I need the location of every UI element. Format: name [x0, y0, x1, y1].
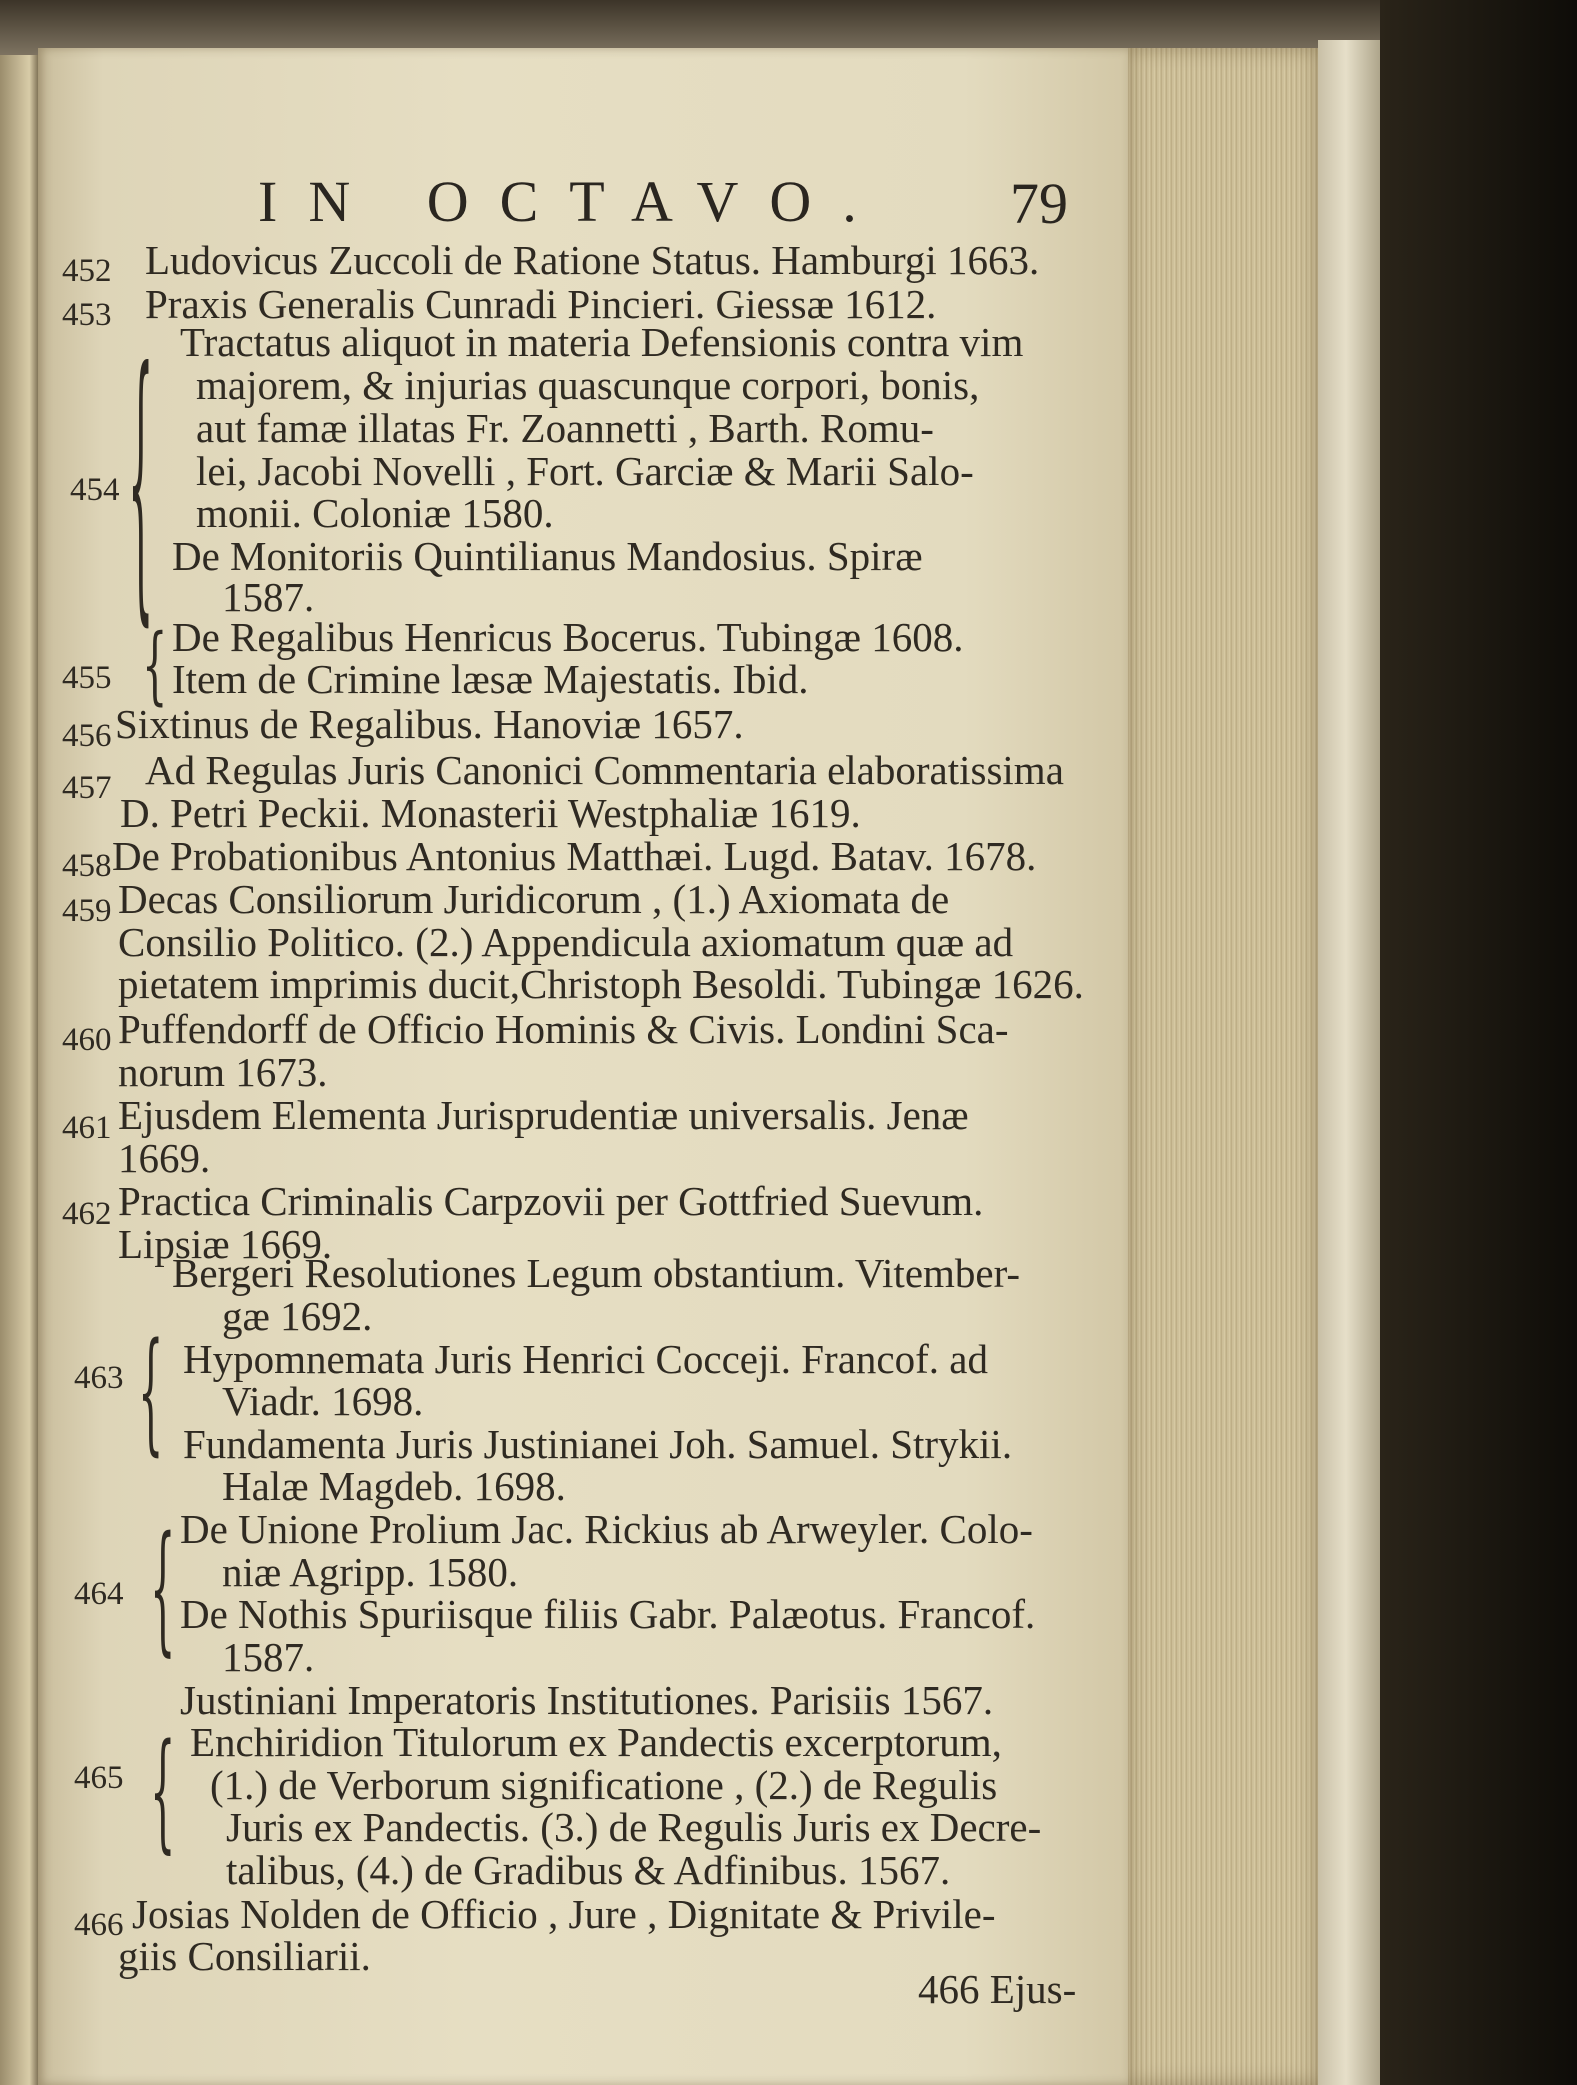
- entry-line: giis Consiliarii.: [118, 1933, 371, 1979]
- entry-number: 459: [62, 893, 112, 929]
- entry-line: Lipsiæ 1669.: [118, 1221, 333, 1267]
- entry-number: 455: [62, 660, 112, 696]
- entry-line: lei, Jacobi Novelli , Fort. Garciæ & Marii Salo-: [196, 448, 974, 494]
- entry-line: Ad Regulas Juris Canonici Commentaria elaboratissima: [145, 747, 1064, 793]
- entry-number: 454: [70, 472, 120, 508]
- entry-number: 456: [62, 718, 112, 754]
- entry-line: De Unione Prolium Jac. Rickius ab Arweyler. Colo-: [180, 1506, 1033, 1552]
- entry-brace: {: [138, 1318, 164, 1470]
- entry-line: Halæ Magdeb. 1698.: [222, 1463, 566, 1509]
- entry-number: 457: [62, 770, 112, 806]
- entry-line: 1669.: [118, 1135, 211, 1181]
- running-head: IN OCTAVO.: [258, 169, 888, 234]
- entry-number: 462: [62, 1196, 112, 1232]
- entry-number: 460: [62, 1022, 112, 1058]
- entry-brace: {: [128, 318, 154, 654]
- entry-line: De Monitoriis Quintilianus Mandosius. Spiræ: [172, 533, 923, 579]
- catchword: 466 Ejus-: [918, 1966, 1077, 2012]
- dark-background: [1380, 0, 1577, 2085]
- entry-line: Enchiridion Titulorum ex Pandectis excerptorum,: [190, 1719, 1002, 1765]
- entry-line: Puffendorff de Officio Hominis & Civis. Londini Sca-: [118, 1006, 1009, 1052]
- entry-line: Juris ex Pandectis. (3.) de Regulis Juris ex Decre-: [226, 1804, 1042, 1850]
- entry-brace: {: [150, 1720, 176, 1868]
- entry-line: Consilio Politico. (2.) Appendicula axiomatum quæ ad: [118, 919, 1014, 965]
- page-block-edges: [1128, 48, 1318, 2085]
- entry-number: 464: [74, 1576, 124, 1612]
- entry-number: 466: [74, 1907, 124, 1943]
- entry-line: niæ Agripp. 1580.: [222, 1549, 519, 1595]
- entry-line: monii. Coloniæ 1580.: [196, 490, 554, 536]
- entry-line: D. Petri Peckii. Monasterii Westphaliæ 1619.: [120, 790, 861, 836]
- page-number: 79: [1010, 171, 1068, 236]
- entry-number: 461: [62, 1110, 112, 1146]
- entry-line: Josias Nolden de Officio , Jure , Dignitate & Privile-: [132, 1891, 996, 1937]
- entry-number: 465: [74, 1760, 124, 1796]
- entry-line: pietatem imprimis ducit,Christoph Besoldi. Tubingæ 1626.: [118, 961, 1084, 1007]
- entry-brace: {: [150, 1510, 176, 1671]
- entry-line: De Regalibus Henricus Bocerus. Tubingæ 1608.: [172, 614, 964, 660]
- entry-line: Ludovicus Zuccoli de Ratione Status. Hamburgi 1663.: [145, 237, 1040, 283]
- entry-line: 1587.: [222, 1634, 315, 1680]
- entry-line: Hypomnemata Juris Henrici Cocceji. Francof. ad: [183, 1336, 988, 1382]
- entry-number: 453: [62, 297, 112, 333]
- entry-line: Tractatus aliquot in materia Defensionis contra vim: [180, 319, 1024, 365]
- entry-line: 1587.: [222, 574, 315, 620]
- entry-number: 452: [62, 253, 112, 289]
- entry-line: Practica Criminalis Carpzovii per Gottfried Suevum.: [118, 1178, 984, 1224]
- entry-number: 458: [62, 848, 112, 884]
- entry-line: Praxis Generalis Cunradi Pincieri. Giessæ 1612.: [145, 281, 937, 327]
- facing-page-edge: [0, 55, 42, 2085]
- entry-line: Item de Crimine læsæ Majestatis. Ibid.: [172, 656, 809, 702]
- entry-line: norum 1673.: [118, 1049, 328, 1095]
- entry-line: Ejusdem Elementa Jurisprudentiæ universalis. Jenæ: [118, 1092, 969, 1138]
- entry-line: Fundamenta Juris Justinianei Joh. Samuel. Strykii.: [183, 1421, 1013, 1467]
- entry-line: De Probationibus Antonius Matthæi. Lugd. Batav. 1678.: [112, 833, 1037, 879]
- entry-line: Decas Consiliorum Juridicorum , (1.) Axiomata de: [118, 876, 950, 922]
- entry-line: Viadr. 1698.: [222, 1378, 424, 1424]
- entry-line: majorem, & injurias quascunque corpori, bonis,: [196, 362, 980, 408]
- entry-line: Sixtinus de Regalibus. Hanoviæ 1657.: [115, 701, 744, 747]
- entry-brace: {: [142, 618, 168, 715]
- entry-line: gæ 1692.: [222, 1293, 373, 1339]
- book-cover-edge: [1318, 40, 1380, 2085]
- entry-line: (1.) de Verborum significatione , (2.) de Regulis: [210, 1762, 998, 1808]
- entry-line: De Nothis Spuriisque filiis Gabr. Palæotus. Francof.: [180, 1591, 1036, 1637]
- entry-line: talibus, (4.) de Gradibus & Adfinibus. 1567.: [226, 1847, 951, 1893]
- entry-line: aut famæ illatas Fr. Zoannetti , Barth. Romu-: [196, 405, 934, 451]
- entry-line: Justiniani Imperatoris Institutiones. Parisiis 1567.: [180, 1677, 994, 1723]
- entry-line: Bergeri Resolutiones Legum obstantium. Vitember-: [172, 1250, 1021, 1296]
- entry-number: 463: [74, 1360, 124, 1396]
